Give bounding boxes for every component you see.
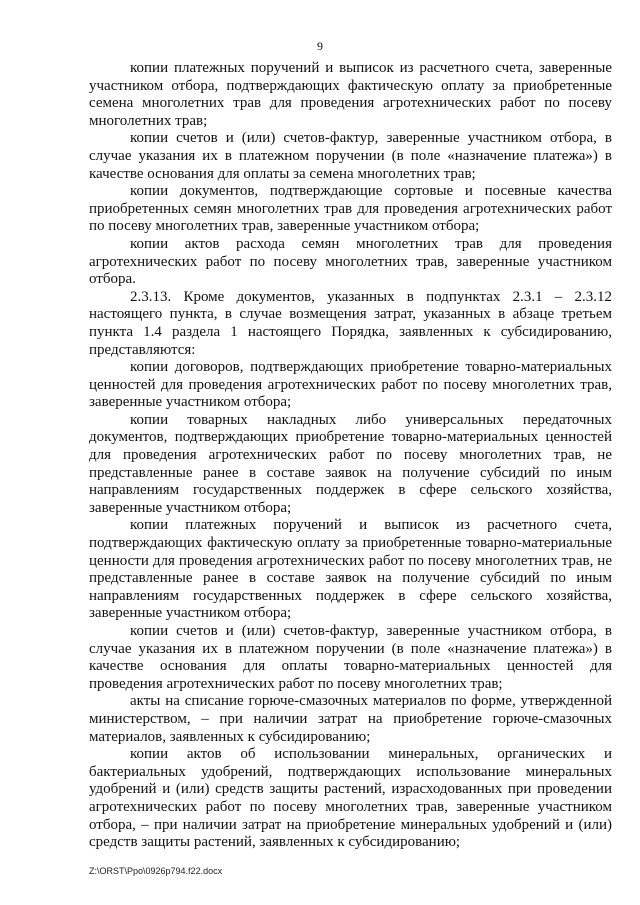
paragraph-payment-orders-goods: копии платежных поручений и выписок из расчетного счета, подтверждающих фактическую оплату за приобретенные товарно-материальные ценности для проведения агротехнических работ по посеву многолетних трав, не представленные ранее в составе заявок на получение субсидий по иным направлениям государственных поддержек в сфере сельского хозяйства, заверенные участником отбора; [89, 517, 612, 622]
paragraph-contracts: копии договоров, подтверждающих приобретение товарно-материальных ценностей для проведения агротехнических работ по посеву многолетних трав, заверенные участником отбора; [89, 359, 612, 411]
paragraph-seed-quality-documents: копии документов, подтверждающие сортовые и посевные качества приобретенных семян многолетних трав для проведения агротехнических работ по посеву многолетних трав, заверенные участником отбора; [89, 183, 612, 235]
paragraph-invoices-seeds: копии счетов и (или) счетов-фактур, заверенные участником отбора, в случае указания их в платежном поручении (в поле «назначение платежа») в качестве основания для оплаты за семена многолетних трав; [89, 130, 612, 182]
document-body [89, 60, 612, 852]
paragraph-invoices-goods: копии счетов и (или) счетов-фактур, заверенные участником отбора, в случае указания их в платежном поручении (в поле «назначение платежа») в качестве основания для оплаты товарно-материальных ценностей для проведения агротехнических работ по посеву многолетних трав; [89, 623, 612, 692]
page-number: 9 [317, 39, 323, 53]
file-path-footer: Z:\ORST\Ppo\0926p794.f22.docx [89, 866, 223, 876]
paragraph-2-3-13: 2.3.13. Кроме документов, указанных в подпунктах 2.3.1 – 2.3.12 настоящего пункта, в случае возмещения затрат, указанных в абзаце третьем пункта 1.4 раздела 1 настоящего Порядка, заявленных к субсидированию, представляются: [89, 288, 612, 358]
paragraph-payment-orders-seeds: копии платежных поручений и выписок из расчетного счета, заверенные участником отбора, подтверждающих фактическую оплату за приобретенные семена многолетних трав для проведения агротехнических работ по посеву многолетних трав; [89, 60, 612, 129]
paragraph-seed-consumption-acts: копии актов расхода семян многолетних трав для проведения агротехнических работ по посеву многолетних трав, заверенные участником отбора. [89, 235, 612, 288]
paragraph-waybills: копии товарных накладных либо универсальных передаточных документов, подтверждающих приобретение товарно-материальных ценностей для проведения агротехнических работ по посеву многолетних трав, не представленные ранее в составе заявок на получение субсидий по иным направлениям государственных поддержек в сфере сельского хозяйства, заверенные участником отбора; [89, 411, 612, 516]
paragraph-fertilizer-acts: копии актов об использовании минеральных, органических и бактериальных удобрений, подтверждающих использование минеральных удобрений и (или) средств защиты растений, израсходованных при проведении агротехнических работ по посеву многолетних трав, заверенные участником отбора, – при наличии затрат на приобретение минеральных удобрений и (или) средств защиты растений, заявленных к субсидированию; [89, 746, 612, 851]
paragraph-fuel-writeoff-acts: акты на списание горюче-смазочных материалов по форме, утвержденной министерством, – при наличии затрат на приобретение горюче-смазочных материалов, заявленных к субсидированию; [89, 693, 612, 745]
